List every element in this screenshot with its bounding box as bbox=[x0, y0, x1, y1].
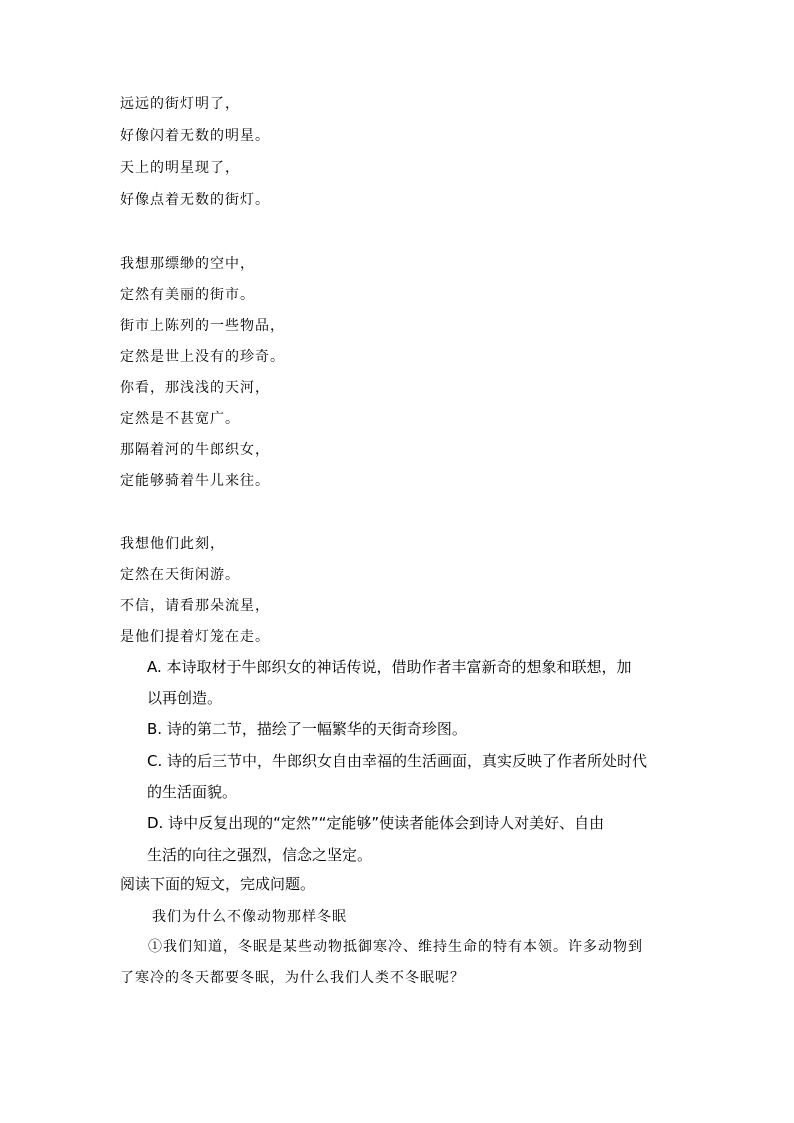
reading-instruction: 阅读下面的短文，完成问题。 bbox=[120, 875, 316, 893]
option-d: D. 诗中反复出现的“定然”“定能够”使读者能体会到诗人对美好、自由 bbox=[147, 814, 605, 832]
poem-line: 定然在天街闲游。 bbox=[120, 567, 240, 583]
option-b: B. 诗的第二节，描绘了一幅繁华的天街奇珍图。 bbox=[147, 720, 467, 738]
poem-line: 远远的街灯明了， bbox=[120, 96, 240, 112]
option-c: C. 诗的后三节中，牛郎织女自由幸福的生活画面，真实反映了作者所处时代 bbox=[147, 752, 648, 770]
poem-line: 那隔着河的牛郎织女， bbox=[120, 442, 270, 458]
option-a-continuation: 以再创造。 bbox=[147, 689, 223, 707]
poem-line: 天上的明星现了， bbox=[120, 160, 240, 176]
poem-line: 好像闪着无数的明星。 bbox=[120, 128, 270, 144]
poem-line: 好像点着无数的街灯。 bbox=[120, 192, 270, 208]
poem-line: 是他们提着灯笼在走。 bbox=[120, 629, 270, 645]
article-paragraph: ①我们知道，冬眠是某些动物抵御寒冷、维持生命的特有本领。许多动物到 bbox=[148, 939, 643, 955]
poem-line: 定能够骑着牛儿来往。 bbox=[120, 473, 270, 489]
poem-line: 定然是不甚宽广。 bbox=[120, 411, 240, 427]
option-c-continuation: 的生活面貌。 bbox=[147, 783, 238, 801]
poem-line: 定然有美丽的街市。 bbox=[120, 287, 255, 303]
poem-line: 不信，请看那朵流星， bbox=[120, 598, 270, 614]
poem-line: 我想那缥缈的空中， bbox=[120, 256, 255, 272]
option-a: A. 本诗取材于牛郎织女的神话传说，借助作者丰富新奇的想象和联想，加 bbox=[147, 658, 632, 676]
option-d-continuation: 生活的向往之强烈，信念之坚定。 bbox=[147, 846, 373, 864]
article-paragraph-continuation: 了寒冷的冬天都要冬眠，为什么我们人类不冬眠呢？ bbox=[120, 970, 465, 986]
poem-line: 定然是世上没有的珍奇。 bbox=[120, 349, 285, 365]
poem-line: 我想他们此刻， bbox=[120, 536, 225, 552]
article-title: 我们为什么不像动物那样冬眠 bbox=[152, 909, 347, 925]
poem-line: 街市上陈列的一些物品， bbox=[120, 318, 285, 334]
poem-line: 你看，那浅浅的天河， bbox=[120, 380, 270, 396]
